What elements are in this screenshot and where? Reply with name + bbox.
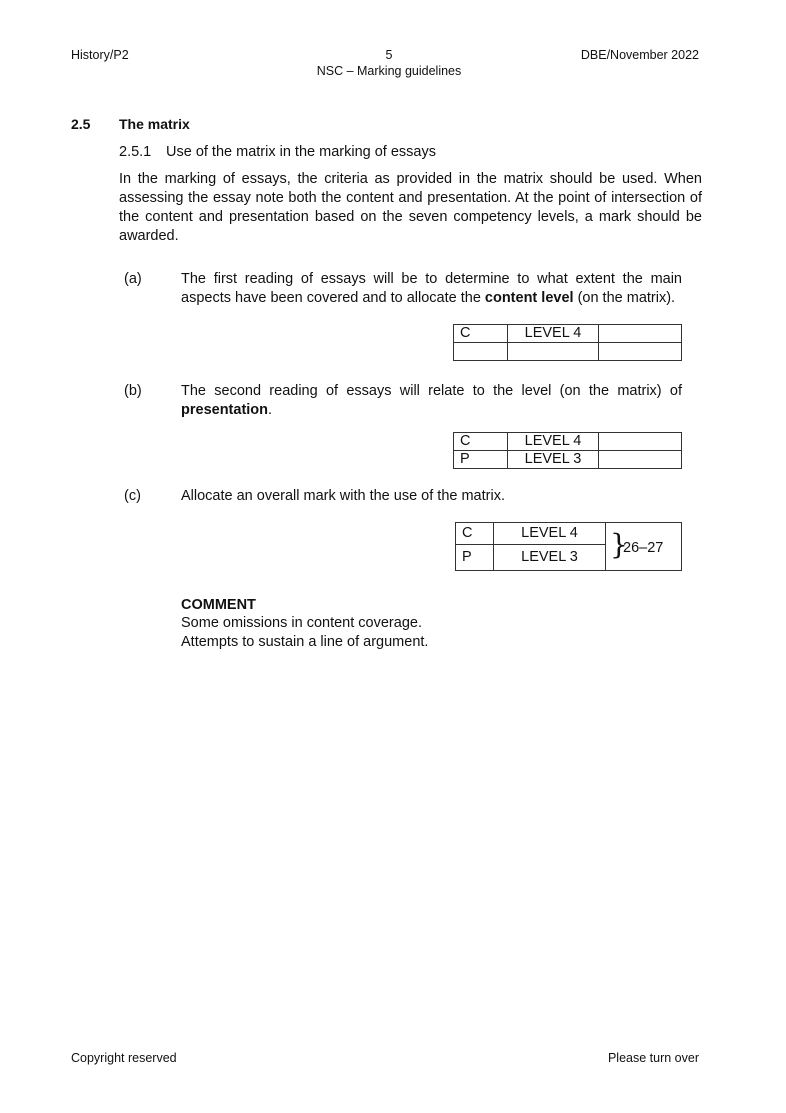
comment-line-1: Some omissions in content coverage. bbox=[181, 615, 422, 631]
table-cell: C bbox=[454, 325, 508, 343]
intro-paragraph: In the marking of essays, the criteria as provided in the matrix should be used. When assessing the essay note both the content and presentation. At the point of intersection of the content and presentation based on the seven competency levels, a mark should be awarded. bbox=[119, 171, 702, 244]
step-a-matrix-table bbox=[453, 324, 682, 361]
footer-left: Copyright reserved bbox=[71, 1051, 177, 1065]
step-a-text: The first reading of essays will be to determine to what extent the main aspects have been covered and to allocate the content level (on the matrix). bbox=[181, 271, 682, 306]
step-c-text: Allocate an overall mark with the use of the matrix. bbox=[181, 488, 505, 504]
section-title: The matrix bbox=[119, 116, 190, 132]
table-cell: C bbox=[456, 523, 494, 545]
step-b-text: The second reading of essays will relate to the level (on the matrix) of presentation. bbox=[181, 383, 682, 418]
table-cell: LEVEL 4 bbox=[508, 433, 599, 451]
table-cell bbox=[508, 343, 599, 361]
table-row bbox=[454, 343, 682, 361]
subsection-number: 2.5.1 bbox=[119, 144, 152, 160]
section-number: 2.5 bbox=[71, 116, 91, 132]
comment-line-2: Attempts to sustain a line of argument. bbox=[181, 634, 429, 650]
step-b-matrix-table bbox=[453, 432, 682, 469]
header-left: History/P2 bbox=[71, 48, 129, 62]
table-row bbox=[454, 433, 682, 451]
table-cell bbox=[599, 325, 682, 343]
table-cell bbox=[454, 343, 508, 361]
curly-brace: } bbox=[610, 528, 628, 561]
header-right: DBE/November 2022 bbox=[580, 48, 699, 62]
table-cell: P bbox=[454, 451, 508, 469]
table-cell: C bbox=[454, 433, 508, 451]
table-cell: LEVEL 3 bbox=[508, 451, 599, 469]
overall-mark: 26–27 bbox=[623, 540, 664, 556]
table-row bbox=[456, 523, 606, 545]
step-b-label: (b) bbox=[124, 383, 142, 399]
page-number: 5 bbox=[385, 48, 393, 62]
table-cell bbox=[599, 451, 682, 469]
table-row bbox=[454, 451, 682, 469]
step-c-label: (c) bbox=[124, 488, 141, 504]
subsection-title: Use of the matrix in the marking of essays bbox=[166, 144, 436, 160]
table-cell bbox=[599, 343, 682, 361]
table-cell: LEVEL 3 bbox=[494, 545, 606, 571]
header-subtitle: NSC – Marking guidelines bbox=[316, 64, 462, 78]
step-a-label: (a) bbox=[124, 271, 142, 287]
step-c-matrix-box bbox=[455, 522, 682, 571]
table-row bbox=[454, 325, 682, 343]
table-row bbox=[456, 545, 606, 571]
step-c-matrix-table bbox=[455, 522, 606, 571]
table-cell: P bbox=[456, 545, 494, 571]
table-cell: LEVEL 4 bbox=[494, 523, 606, 545]
table-cell bbox=[599, 433, 682, 451]
footer-right: Please turn over bbox=[607, 1051, 699, 1065]
comment-heading: COMMENT bbox=[181, 597, 256, 613]
table-cell: LEVEL 4 bbox=[508, 325, 599, 343]
